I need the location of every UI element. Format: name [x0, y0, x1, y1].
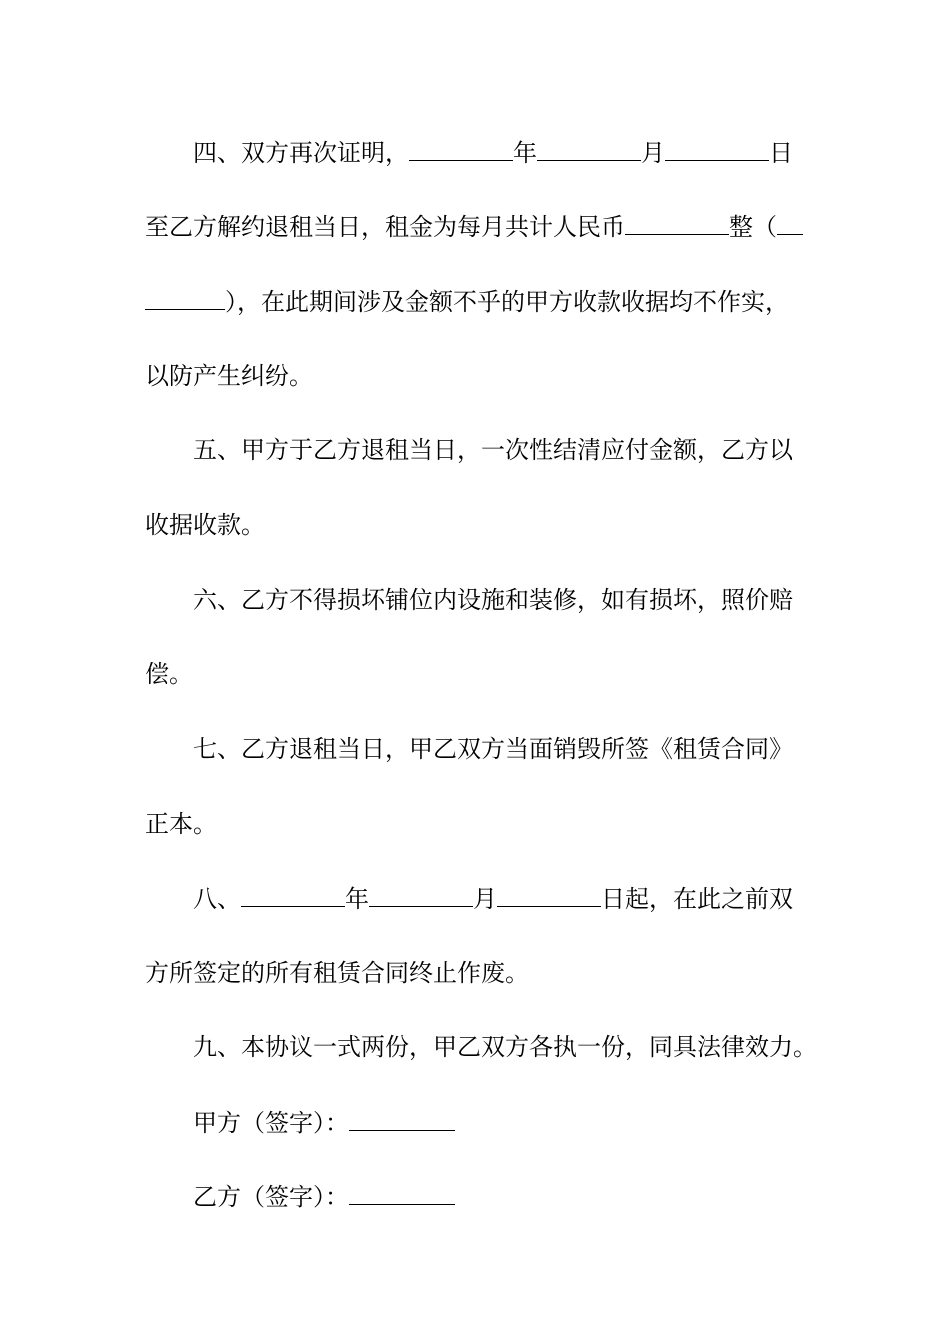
year-label: 年 — [513, 139, 537, 167]
party-b-signature — [193, 1180, 873, 1212]
clause-4-line-3 — [145, 285, 825, 317]
clause-4-line-4: 以防产生纠纷。 — [145, 362, 313, 390]
clause-8-line-1 — [193, 882, 873, 914]
clause-8-year-label: 年 — [345, 885, 369, 913]
clause-5-line-1: 五、甲方于乙方退租当日，一次性结清应付金额，乙方以 — [193, 436, 793, 464]
party-b-label: 乙方（签字）： — [193, 1183, 349, 1211]
clause-7-line-2: 正本。 — [145, 810, 217, 838]
clause-8-month-label: 月 — [473, 885, 497, 913]
day-blank — [665, 136, 769, 161]
clause-8-year-blank — [241, 882, 345, 907]
clause-4-text-3: ），在此期间涉及金额不乎的甲方收款收据均不作实， — [225, 288, 789, 316]
clause-7-line-1: 七、乙方退租当日，甲乙双方当面销毁所签《租赁合同》 — [193, 735, 793, 763]
month-blank — [537, 136, 641, 161]
clause-6-line-2: 偿。 — [145, 660, 193, 688]
month-label: 月 — [641, 139, 665, 167]
clause-4-text: 四、双方再次证明， — [193, 139, 409, 167]
clause-4-line-2 — [145, 210, 825, 242]
party-a-label: 甲方（签字）： — [193, 1109, 349, 1137]
clause-8-month-blank — [369, 882, 473, 907]
party-b-signature-blank — [349, 1180, 455, 1205]
clause-5-line-2: 收据收款。 — [145, 511, 265, 539]
party-a-signature-blank — [349, 1106, 455, 1131]
clause-8-day-text: 日起，在此之前双 — [601, 885, 793, 913]
year-blank — [409, 136, 513, 161]
amount-words-blank-start — [777, 210, 803, 235]
clause-8-line-2: 方所签定的所有租赁合同终止作废。 — [145, 959, 529, 987]
clause-8-text: 八、 — [193, 885, 241, 913]
clause-9-line-1: 九、本协议一式两份，甲乙双方各执一份，同具法律效力。 — [193, 1033, 817, 1061]
day-label: 日 — [769, 139, 793, 167]
clause-6-line-1: 六、乙方不得损坏铺位内设施和装修，如有损坏，照价赔 — [193, 586, 793, 614]
amount-words-blank-end — [145, 285, 225, 310]
amount-blank — [625, 210, 729, 235]
clause-8-day-blank — [497, 882, 601, 907]
clause-4-line-1 — [193, 136, 873, 168]
party-a-signature — [193, 1106, 873, 1138]
clause-4-text-2: 至乙方解约退租当日，租金为每月共计人民币 — [145, 213, 625, 241]
amount-suffix: 整（ — [729, 213, 777, 241]
